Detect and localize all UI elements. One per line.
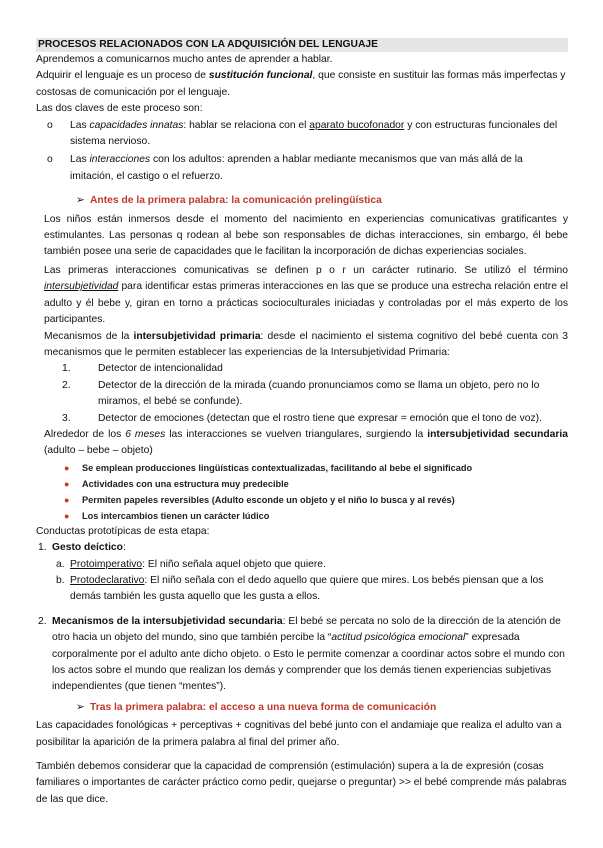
list-item: o Las capacidades innatas: hablar se relaciona con el aparato bucofonador y con estructuras funcionales del sistema nervioso.	[47, 119, 558, 148]
paragraph: También debemos considerar que la capacidad de comprensión (estimulación) supera a la de expresión (cosas familiares o importantes de carácter práctico como pedir, quejarse o preguntar) >> el bebé comprende más palabras de las que dice.	[36, 761, 567, 805]
paragraph: Conductas prototípicas de esta etapa:	[36, 525, 210, 537]
list-item: 2. Detector de la dirección de la mirada (cuando pronunciamos como se llama un objeto, pero no lo miramos, el bebé se confunde).	[62, 379, 540, 408]
section-heading-1: ➢ Antes de la primera palabra: la comunicación prelingüística	[36, 193, 568, 209]
list-item: ● Los intercambios tienen un carácter lúdico	[64, 510, 270, 521]
mechanisms-list	[36, 361, 568, 427]
list-item: o Las interacciones con los adultos: aprenden a hablar mediante mecanismos que van más allá de la imitación, el castigo o el refuerzo.	[47, 154, 523, 182]
keys-list	[36, 118, 568, 186]
intro-line-3: Las dos claves de este proceso son:	[36, 103, 203, 115]
document-page	[36, 38, 568, 808]
paragraph: Mecanismos de la intersubjetividad primaria: desde el nacimiento el sistema cognitivo del bebé cuenta con 3 mecanismos que le permiten establecer las experiencias de la Intersubjetividad Primaria:	[44, 330, 568, 358]
arrow-icon: ➢	[76, 701, 85, 713]
list-item: ● Actividades con una estructura muy predecible	[64, 478, 289, 489]
list-item: ● Se emplean producciones lingüísticas contextualizadas, facilitando al bebe el significado	[64, 462, 473, 473]
paragraph: Los niños están inmersos desde el momento del nacimiento en experiencias comunicativas gratificantes y estimulantes. Las personas q rodean al bebe son responsables de dichas interacciones, sin embargo, él bebe también posee una serie de capacidades que le facilitan la incorporación de dichas experiencias sociales.	[44, 213, 568, 258]
list-item: a. Protoimperativo: El niño señala aquel objeto que quiere.	[56, 558, 326, 570]
list-item: b. Protodeclarativo: El niño señala con el dedo aquello que quiere que mires. Los bebés piensan que a los demás también les gusta aquello que les gusta a ellos.	[56, 574, 544, 603]
intro-line-1: Aprendemos a comunicarnos mucho antes de aprender a hablar.	[36, 54, 333, 65]
features-list	[36, 460, 568, 524]
list-item: ● Permiten papeles reversibles (Adulto esconde un objeto y el niño lo busca y al revés)	[64, 494, 455, 505]
list-item: 2. Mecanismos de la intersubjetividad secundaria: El bebé se percata no solo de la dirección de la atención de otro hacia un objeto del mundo, sino que también percibe la “actitud psicológica emocional” expresada corporalmente por el adulto ante dicho objeto. o Esto le permite comenzar a coordinar actos sobre el mundo con los actos sobre el mundo que realizan los demás y comprender que los demás tienen experiencias subjetivas independientes (que tienen “mentes”).	[38, 615, 565, 693]
section-heading-2: ➢ Tras la primera palabra: el acceso a una nueva forma de comunicación	[36, 700, 568, 716]
paragraph: Alrededor de los 6 meses las interacciones se vuelven triangulares, surgiendo la intersubjetividad secundaria (adulto – bebe – objeto)	[44, 428, 568, 457]
section1-body	[36, 212, 568, 362]
paragraph: Las capacidades fonológicas + perceptivas + cognitivas del bebé junto con el andamiaje que realiza el adulto van a posibilitar la aparición de la primera palabra al final del primer año.	[36, 720, 562, 748]
list-item: 1. Gesto deíctico:	[38, 542, 126, 554]
arrow-icon: ➢	[76, 195, 85, 207]
intro-line-2: Adquirir el lenguaje es un proceso de sustitución funcional, que consiste en sustituir las formas más imperfectas y costosas de comunicación por el lenguaje.	[36, 70, 566, 98]
list-item: 3. Detector de emociones (detectan que el rostro tiene que expresar = emoción que el tono de voz).	[62, 412, 542, 424]
page-title: PROCESOS RELACIONADOS CON LA ADQUISICIÓN DEL LENGUAJE	[36, 38, 568, 52]
paragraph: Las primeras interacciones comunicativas se definen p o r un carácter rutinario. Se utilizó el término intersubjetividad para identificar estas primeras interacciones en las que se produce una estrecha relación entre el adulto y él bebe y, giran en torno a prácticas socioculturales iniciadas y controladas por el más experto de los participantes.	[44, 264, 568, 326]
list-item: 1. Detector de intencionalidad	[62, 363, 223, 375]
